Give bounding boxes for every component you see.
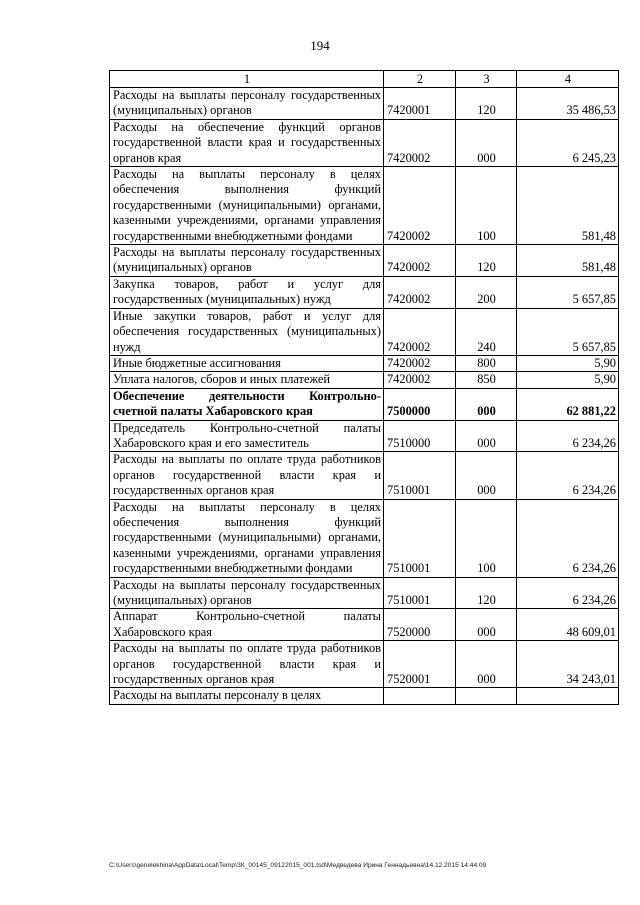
row-name-cell: Обеспечение деятельности Контрольно-счетной палаты Хабаровского края bbox=[110, 388, 384, 420]
row-code-cell bbox=[384, 688, 456, 704]
row-type-cell: 000 bbox=[456, 609, 517, 641]
row-name-cell: Расходы на выплаты персоналу государственных (муниципальных) органов bbox=[110, 245, 384, 277]
row-name-cell: Иные закупки товаров, работ и услуг для обеспечения государственных (муниципальных) нужд bbox=[110, 308, 384, 355]
row-sum-cell: 34 243,01 bbox=[517, 641, 619, 688]
row-type-cell bbox=[456, 688, 517, 704]
row-code-cell: 7520001 bbox=[384, 641, 456, 688]
row-type-cell: 100 bbox=[456, 167, 517, 245]
column-header-sum: 4 bbox=[517, 71, 619, 88]
row-sum-cell: 6 234,26 bbox=[517, 420, 619, 452]
row-name-cell: Расходы на выплаты персоналу в целях обеспечения выполнения функций государственными (муниципальными) органами, казенными учреждениями, органами управления государственными внебюджетными фондами bbox=[110, 499, 384, 577]
row-name-cell: Расходы на обеспечение функций органов государственной власти края и государственных органов края bbox=[110, 119, 384, 166]
row-sum-cell: 5 657,85 bbox=[517, 308, 619, 355]
row-name-cell: Расходы на выплаты по оплате труда работников органов государственной власти края и государственных органов края bbox=[110, 641, 384, 688]
row-name-cell: Расходы на выплаты персоналу в целях bbox=[110, 688, 384, 704]
row-code-cell: 7500000 bbox=[384, 388, 456, 420]
row-name-cell: Председатель Контрольно-счетной палаты Хабаровского края и его заместитель bbox=[110, 420, 384, 452]
row-sum-cell: 581,48 bbox=[517, 167, 619, 245]
table-row bbox=[110, 609, 619, 641]
row-name-cell: Расходы на выплаты персоналу государственных (муниципальных) органов bbox=[110, 88, 384, 120]
row-sum-cell: 48 609,01 bbox=[517, 609, 619, 641]
row-type-cell: 800 bbox=[456, 355, 517, 371]
row-type-cell: 120 bbox=[456, 577, 517, 609]
row-type-cell: 100 bbox=[456, 499, 517, 577]
row-code-cell: 7420002 bbox=[384, 119, 456, 166]
budget-table bbox=[109, 70, 619, 705]
column-header-code: 2 bbox=[384, 71, 456, 88]
row-code-cell: 7420002 bbox=[384, 167, 456, 245]
row-sum-cell: 5,90 bbox=[517, 355, 619, 371]
row-sum-cell: 5,90 bbox=[517, 372, 619, 388]
row-code-cell: 7420002 bbox=[384, 276, 456, 308]
row-type-cell: 000 bbox=[456, 388, 517, 420]
row-name-cell: Уплата налогов, сборов и иных платежей bbox=[110, 372, 384, 388]
row-code-cell: 7510001 bbox=[384, 577, 456, 609]
row-sum-cell: 6 245,23 bbox=[517, 119, 619, 166]
table-row bbox=[110, 577, 619, 609]
table-row bbox=[110, 119, 619, 166]
row-code-cell: 7420002 bbox=[384, 245, 456, 277]
table-row bbox=[110, 276, 619, 308]
row-sum-cell bbox=[517, 688, 619, 704]
row-code-cell: 7520000 bbox=[384, 609, 456, 641]
table-row bbox=[110, 372, 619, 388]
table-row bbox=[110, 499, 619, 577]
row-sum-cell: 6 234,26 bbox=[517, 452, 619, 499]
row-type-cell: 120 bbox=[456, 245, 517, 277]
row-sum-cell: 581,48 bbox=[517, 245, 619, 277]
file-path-footer: C:\Users\genelekhina\AppData\Local\Temp\ЗК_00145_09122015_001.tsd\Медведева Ирина Геннадьевна\14.12.2015 14:44:09 bbox=[109, 862, 487, 869]
row-code-cell: 7420002 bbox=[384, 355, 456, 371]
row-name-cell: Расходы на выплаты персоналу в целях обеспечения выполнения функций государственными (муниципальными) органами, казенными учреждениями, органами управления государственными внебюджетными фондами bbox=[110, 167, 384, 245]
table-row bbox=[110, 388, 619, 420]
page-number: 194 bbox=[310, 38, 330, 53]
table-row bbox=[110, 420, 619, 452]
row-name-cell: Иные бюджетные ассигнования bbox=[110, 355, 384, 371]
table-row bbox=[110, 167, 619, 245]
column-header-name: 1 bbox=[110, 71, 384, 88]
table-row bbox=[110, 452, 619, 499]
row-sum-cell: 62 881,22 bbox=[517, 388, 619, 420]
row-type-cell: 240 bbox=[456, 308, 517, 355]
row-code-cell: 7420002 bbox=[384, 372, 456, 388]
table-header-row bbox=[110, 71, 619, 88]
row-sum-cell: 6 234,26 bbox=[517, 499, 619, 577]
table-row bbox=[110, 245, 619, 277]
row-type-cell: 000 bbox=[456, 420, 517, 452]
row-name-cell: Аппарат Контрольно-счетной палаты Хабаровского края bbox=[110, 609, 384, 641]
row-code-cell: 7420002 bbox=[384, 308, 456, 355]
table-row bbox=[110, 88, 619, 120]
row-name-cell: Расходы на выплаты персоналу государственных (муниципальных) органов bbox=[110, 577, 384, 609]
row-name-cell: Расходы на выплаты по оплате труда работников органов государственной власти края и государственных органов края bbox=[110, 452, 384, 499]
table-row bbox=[110, 308, 619, 355]
row-sum-cell: 5 657,85 bbox=[517, 276, 619, 308]
row-code-cell: 7510001 bbox=[384, 499, 456, 577]
row-code-cell: 7510001 bbox=[384, 452, 456, 499]
table-row bbox=[110, 688, 619, 704]
row-name-cell: Закупка товаров, работ и услуг для государственных (муниципальных) нужд bbox=[110, 276, 384, 308]
row-type-cell: 850 bbox=[456, 372, 517, 388]
row-type-cell: 000 bbox=[456, 641, 517, 688]
row-type-cell: 200 bbox=[456, 276, 517, 308]
table-row bbox=[110, 641, 619, 688]
table-row bbox=[110, 355, 619, 371]
row-sum-cell: 6 234,26 bbox=[517, 577, 619, 609]
row-type-cell: 000 bbox=[456, 452, 517, 499]
row-code-cell: 7420001 bbox=[384, 88, 456, 120]
row-type-cell: 120 bbox=[456, 88, 517, 120]
column-header-type: 3 bbox=[456, 71, 517, 88]
row-type-cell: 000 bbox=[456, 119, 517, 166]
row-sum-cell: 35 486,53 bbox=[517, 88, 619, 120]
row-code-cell: 7510000 bbox=[384, 420, 456, 452]
